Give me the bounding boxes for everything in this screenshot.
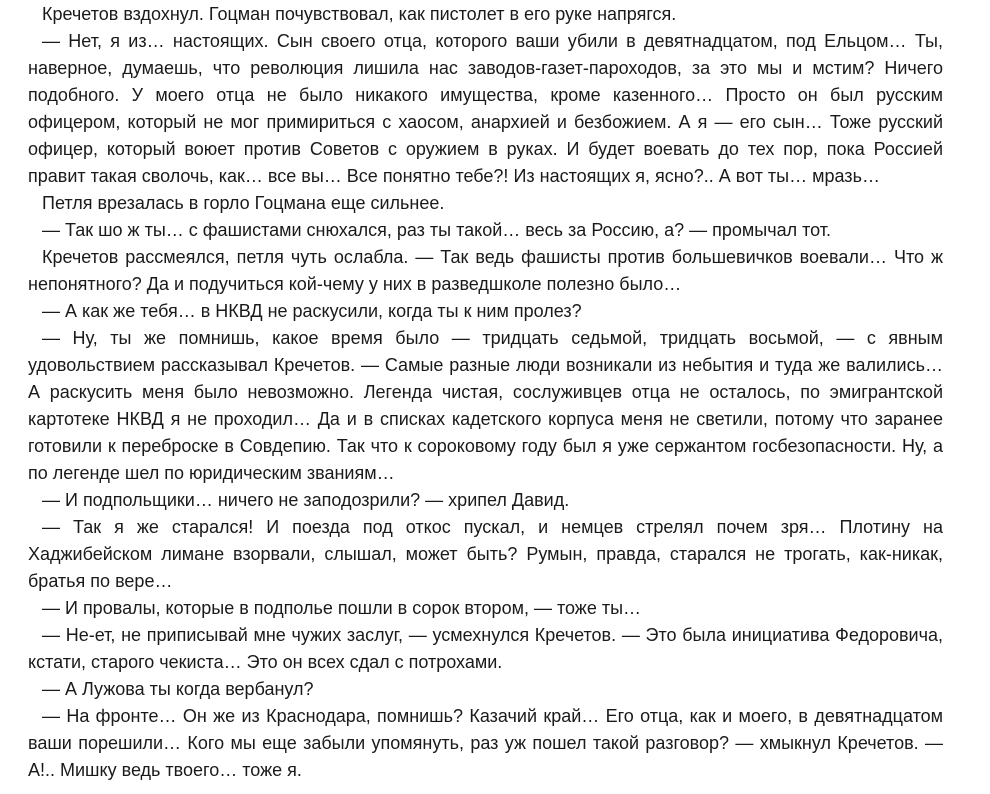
- paragraph: — Нет, я из… настоящих. Сын своего отца, которого ваши убили в девятнадцатом, под Ельцом… Ты, наверное, думаешь, что революция лишила нас заводов-газет-пароходов, за это мы и мстим? Ничего подобного. У моего отца не было никакого имущества, кроме казенного… Просто он был русским офицером, который не мог примириться с хаосом, анархией и безбожием. А я — его сын… Тоже русский офицер, который воюет против Советов с оружием в руках. И будет воевать до тех пор, пока Россией правит такая сволочь, как… все вы… Все понятно тебе?! Из настоящих я, ясно?.. А вот ты… мразь…: [28, 31, 943, 186]
- paragraph: — И провалы, которые в подполье пошли в сорок втором, — тоже ты…: [42, 598, 642, 618]
- paragraph: — А Лужова ты когда вербанул?: [42, 679, 314, 699]
- paragraph: Кречетов рассмеялся, петля чуть ослабла. — Так ведь фашисты против большевичков воевали… Что ж непонятного? Да и подучиться кой-чему у них в разведшколе полезно было…: [28, 247, 943, 294]
- paragraph: — Не-ет, не приписывай мне чужих заслуг, — усмехнулся Кречетов. — Это была инициатива Федоровича, кстати, старого чекиста… Это он всех сдал с потрохами.: [28, 625, 943, 672]
- paragraph: Петля врезалась в горло Гоцмана еще сильнее.: [42, 193, 445, 213]
- paragraph: — На фронте… Он же из Краснодара, помнишь? Казачий край… Его отца, как и моего, в девятнадцатом ваши порешили… Кого мы еще забыли упомянуть, раз уж пошел такой разговор? — хмыкнул Кречетов. — А!.. Мишку ведь твоего… тоже я.: [28, 706, 943, 780]
- paragraph: Кречетов вздохнул. Гоцман почувствовал, как пистолет в его руке напрягся.: [42, 4, 677, 24]
- paragraph: — Так я же старался! И поезда под откос пускал, и немцев стрелял почем зря… Плотину на Хаджибейском лимане взорвали, слышал, может быть? Румын, правда, старался не трогать, как-никак, братья по вере…: [28, 517, 943, 591]
- paragraph: — Ну, ты же помнишь, какое время было — тридцать седьмой, тридцать восьмой, — с явным удовольствием рассказывал Кречетов. — Самые разные люди возникали из небытия и туда же валились… А раскусить меня было невозможно. Легенда чистая, сослуживцев отца не осталось, по эмигрантской картотеке НКВД я не проходил… Да и в списках кадетского корпуса меня не светили, потому что заранее готовили к переброске в Совдепию. Так что к сороковому году был я уже сержантом госбезопасности. Ну, а по легенде шел по юридическим званиям…: [28, 328, 943, 483]
- paragraph: — Так шо ж ты… с фашистами снюхался, раз ты такой… весь за Россию, а? — промычал тот.: [42, 220, 832, 240]
- paragraph: — И подпольщики… ничего не заподозрили? — хрипел Давид.: [42, 490, 570, 510]
- paragraph: — А как же тебя… в НКВД не раскусили, когда ты к ним пролез?: [42, 301, 582, 321]
